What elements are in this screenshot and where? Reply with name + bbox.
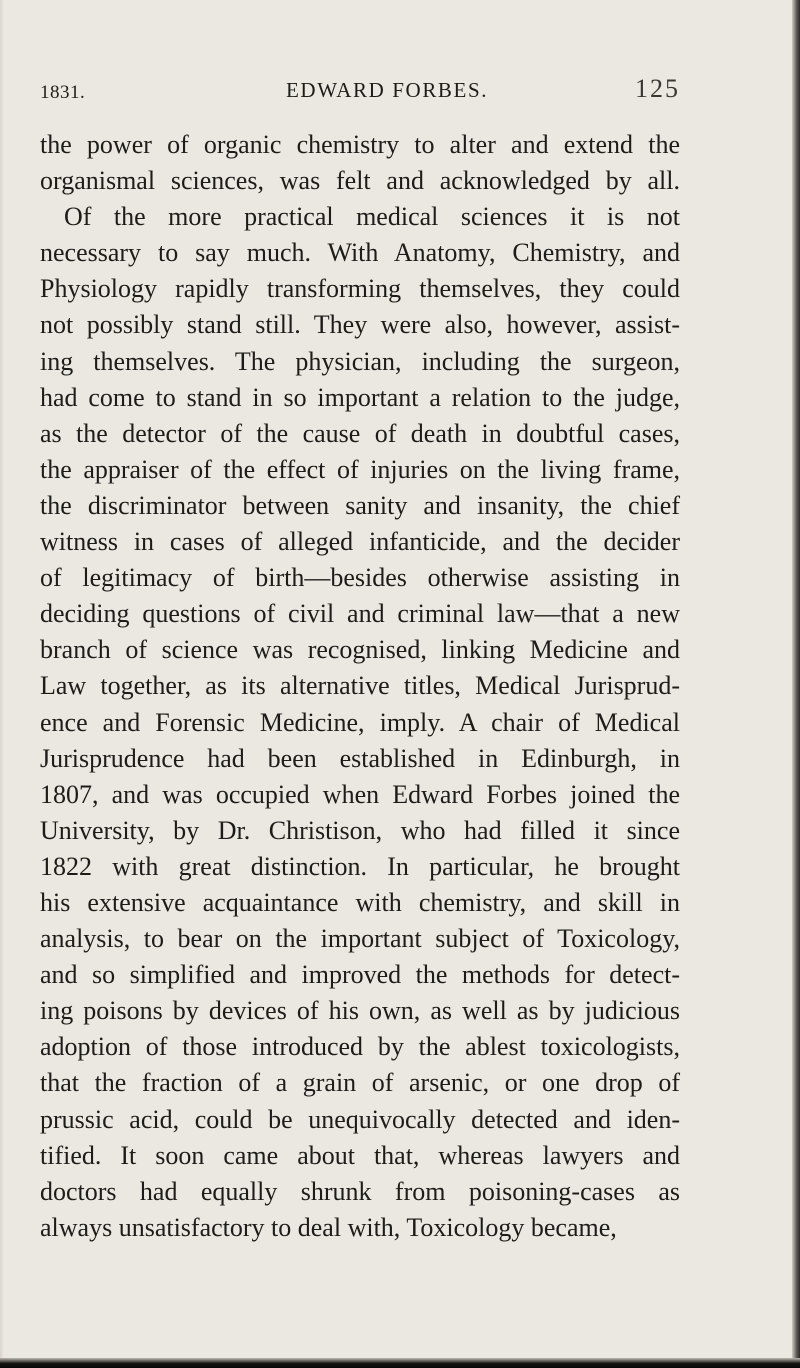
page-bottom-edge-shadow bbox=[0, 1358, 800, 1368]
body-text bbox=[40, 127, 680, 1246]
header-year: 1831. bbox=[40, 82, 86, 103]
text-line: had come to stand in so important a relation to the judge, bbox=[40, 382, 680, 412]
text-line: necessary to say much. With Anatomy, Chemistry, and bbox=[40, 238, 680, 268]
page-left-edge bbox=[0, 0, 4, 1368]
text-line: always unsatisfactory to deal with, Toxicology became, bbox=[40, 1212, 617, 1242]
text-line: not possibly stand still. They were also, however, assist- bbox=[40, 310, 680, 340]
text-line: analysis, to bear on the important subject of Toxicology, bbox=[40, 924, 680, 954]
text-line: as the detector of the cause of death in doubtful cases, bbox=[40, 418, 680, 448]
text-line: the discriminator between sanity and insanity, the chief bbox=[40, 490, 680, 520]
text-line: prussic acid, could be unequivocally detected and iden- bbox=[40, 1104, 680, 1134]
text-line: and so simplified and improved the methods for detect- bbox=[40, 960, 680, 990]
text-line: witness in cases of alleged infanticide, and the decider bbox=[40, 527, 680, 557]
text-line: the power of organic chemistry to alter and extend the bbox=[40, 130, 680, 159]
text-line: Of the more practical medical sciences it is not bbox=[64, 202, 680, 232]
running-header bbox=[40, 76, 680, 110]
text-line: of legitimacy of birth—besides otherwise assisting in bbox=[40, 563, 680, 593]
text-line: deciding questions of civil and criminal law—that a new bbox=[40, 599, 680, 629]
text-line: 1822 with great distinction. In particular, he brought bbox=[40, 851, 680, 881]
text-line: the appraiser of the effect of injuries on the living frame, bbox=[40, 454, 680, 484]
text-line: ing poisons by devices of his own, as well as by judicious bbox=[40, 996, 680, 1026]
text-line: his extensive acquaintance with chemistry, and skill in bbox=[40, 887, 680, 917]
text-line: ing themselves. The physician, including the surgeon, bbox=[40, 346, 680, 376]
text-line: ence and Forensic Medicine, imply. A chair of Medical bbox=[40, 707, 680, 737]
text-line: adoption of those introduced by the ablest toxicologists, bbox=[40, 1032, 680, 1062]
text-line: branch of science was recognised, linking Medicine and bbox=[40, 635, 680, 665]
text-line: Physiology rapidly transforming themselves, they could bbox=[40, 274, 680, 304]
page-right-edge-shadow bbox=[792, 0, 800, 1368]
text-line: Jurisprudence had been established in Edinburgh, in bbox=[40, 743, 680, 773]
text-line: Law together, as its alternative titles, Medical Jurisprud- bbox=[40, 671, 680, 701]
text-line: that the fraction of a grain of arsenic, or one drop of bbox=[40, 1068, 680, 1098]
text-line: University, by Dr. Christison, who had filled it since bbox=[40, 815, 680, 845]
text-line: 1807, and was occupied when Edward Forbes joined the bbox=[40, 779, 680, 809]
text-line: organismal sciences, was felt and acknowledged by all. bbox=[40, 166, 680, 196]
text-line: doctors had equally shrunk from poisoning-cases as bbox=[40, 1176, 680, 1206]
running-title: EDWARD FORBES. bbox=[286, 78, 489, 102]
page-number: 125 bbox=[635, 74, 680, 103]
text-line: tified. It soon came about that, whereas lawyers and bbox=[40, 1140, 680, 1170]
